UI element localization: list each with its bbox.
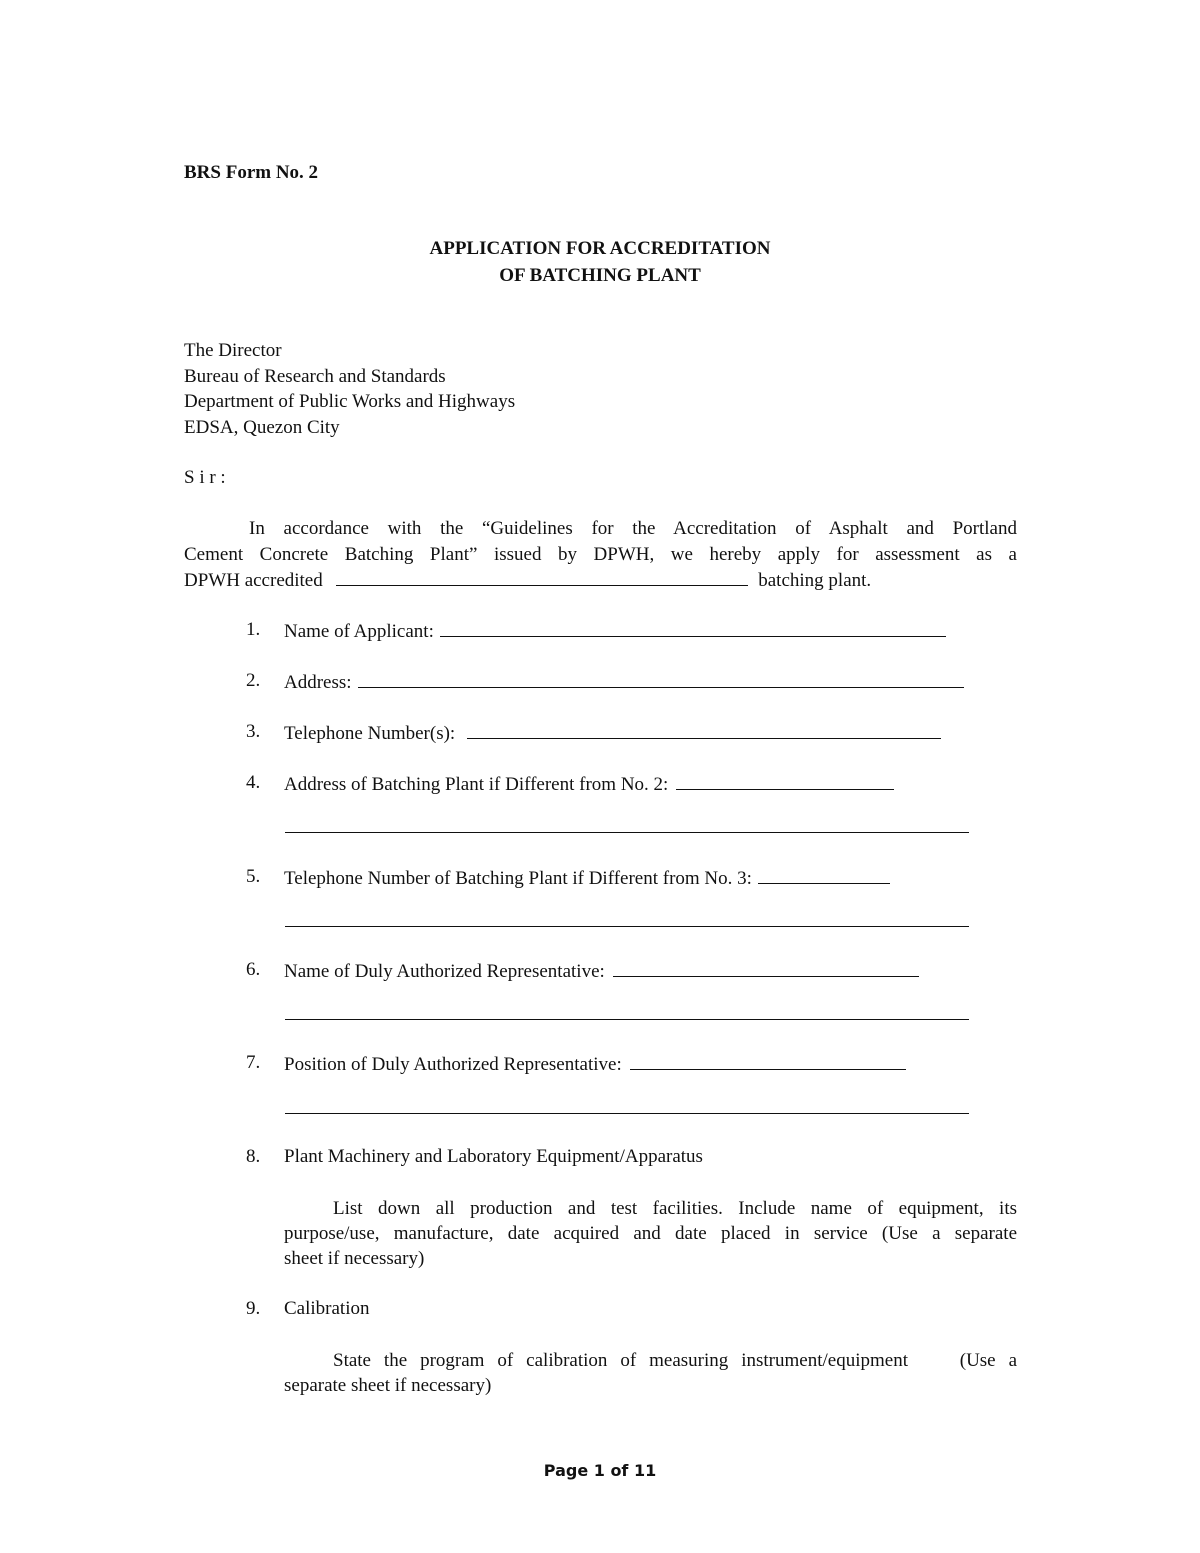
representative-position-field[interactable] (630, 1051, 906, 1070)
item-1-label: Name of Applicant: (284, 621, 434, 642)
item-number: 9. (246, 1298, 261, 1319)
addressee-line-1: The Director (184, 340, 282, 361)
item-9-row (284, 1297, 369, 1321)
plant-telephone-field[interactable] (758, 865, 890, 884)
plant-type-field[interactable] (336, 567, 748, 586)
title-line-1: APPLICATION FOR ACCREDITATION (429, 238, 771, 259)
item-7-label: Position of Duly Authorized Representative: (284, 1054, 622, 1075)
applicant-name-field[interactable] (440, 618, 946, 637)
item-8-desc-line-2: purpose/use, manufacture, date acquired and date placed in service (Use a separate (284, 1223, 1017, 1244)
page-number: Page 1 of 11 (543, 1461, 657, 1480)
item-number: 2. (246, 670, 261, 691)
item-3-label: Telephone Number(s): (284, 723, 456, 744)
addressee-block (184, 338, 515, 440)
item-number: 5. (246, 866, 261, 887)
item-7-row (284, 1051, 906, 1075)
item-9-desc-line-2: separate sheet if necessary) (284, 1375, 492, 1396)
document-title (0, 235, 1200, 289)
title-line-2: OF BATCHING PLANT (499, 265, 701, 286)
address-field[interactable] (358, 669, 964, 688)
item-number: 1. (246, 619, 261, 640)
item-2-row (284, 669, 964, 693)
item-3-row (284, 720, 941, 744)
item-9-desc-line-1: State the program of calibration of measuring instrument/equipment (Use a (333, 1350, 1017, 1371)
item-1-row (284, 618, 946, 642)
item-2-label: Address: (284, 672, 352, 693)
addressee-line-4: EDSA, Quezon City (184, 416, 340, 438)
representative-name-field-continued[interactable] (285, 1019, 969, 1020)
item-9-description (284, 1348, 1017, 1398)
intro-line-1: In accordance with the “Guidelines for the Accreditation of Asphalt and Portland (249, 518, 1017, 539)
item-8-desc-line-1: List down all production and test facilities. Include name of equipment, its (333, 1198, 1017, 1219)
item-8-label: Plant Machinery and Laboratory Equipment/Apparatus (284, 1146, 703, 1167)
telephone-field[interactable] (467, 720, 941, 739)
item-9-label: Calibration (284, 1298, 370, 1319)
representative-name-field[interactable] (613, 958, 919, 977)
item-4-label: Address of Batching Plant if Different from No. 2: (284, 774, 669, 795)
representative-position-field-continued[interactable] (285, 1113, 969, 1114)
intro-line-3 (184, 567, 1017, 594)
item-number: 7. (246, 1052, 261, 1073)
intro-line-2: Cement Concrete Batching Plant” issued by DPWH, we hereby apply for assessment as a (184, 543, 1017, 565)
intro-line-3-start: DPWH accredited (184, 570, 323, 591)
item-number: 4. (246, 772, 261, 793)
addressee-line-2: Bureau of Research and Standards (184, 365, 446, 387)
item-8-description (284, 1196, 1017, 1271)
item-8-row (284, 1145, 703, 1169)
intro-line-3-end: batching plant. (758, 570, 872, 591)
item-5-label: Telephone Number of Batching Plant if Different from No. 3: (284, 868, 752, 889)
item-number: 6. (246, 959, 261, 980)
plant-address-field[interactable] (676, 771, 894, 790)
form-number: BRS Form No. 2 (184, 162, 319, 183)
salutation: S i r : (184, 467, 226, 488)
item-number: 8. (246, 1146, 261, 1167)
item-8-desc-line-3: sheet if necessary) (284, 1248, 425, 1269)
item-4-row (284, 771, 894, 795)
addressee-line-3: Department of Public Works and Highways (184, 391, 516, 412)
item-5-row (284, 865, 890, 889)
item-6-row (284, 958, 919, 982)
item-6-label: Name of Duly Authorized Representative: (284, 961, 605, 982)
intro-paragraph (184, 516, 1017, 594)
plant-address-field-continued[interactable] (285, 832, 969, 833)
plant-telephone-field-continued[interactable] (285, 926, 969, 927)
item-number: 3. (246, 721, 261, 742)
